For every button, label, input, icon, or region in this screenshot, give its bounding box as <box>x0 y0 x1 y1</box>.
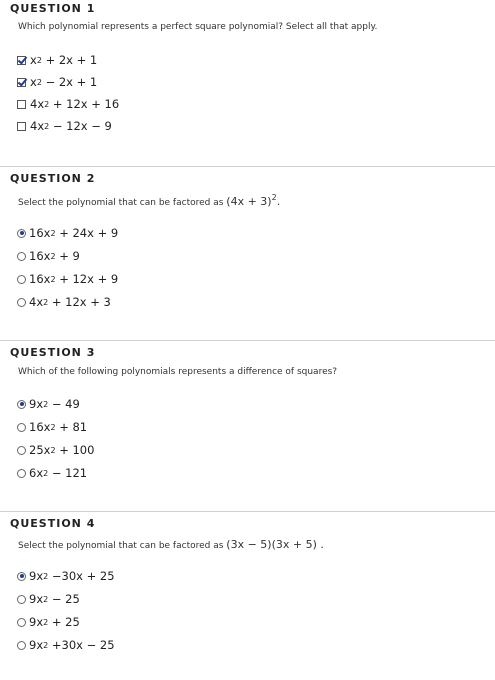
expression-tail: . <box>276 195 281 208</box>
option-term: 4x <box>30 119 45 133</box>
question-title: QUESTION 3 <box>10 346 96 359</box>
radio-button[interactable] <box>17 423 26 432</box>
option-exponent: 2 <box>50 422 56 432</box>
question-3 <box>0 341 495 512</box>
question-4 <box>0 512 495 680</box>
option-exponent: 2 <box>36 77 42 87</box>
answer-option-3[interactable] <box>17 614 80 630</box>
option-exponent: 2 <box>44 99 50 109</box>
option-rest: + 24x + 9 <box>59 226 119 240</box>
option-exponent: 2 <box>43 640 49 650</box>
radio-button[interactable] <box>17 252 26 261</box>
radio-button[interactable] <box>17 229 26 238</box>
answer-option-3[interactable] <box>17 96 119 112</box>
option-rest: −30x + 25 <box>51 569 115 583</box>
option-term: x <box>30 75 37 89</box>
radio-button[interactable] <box>17 275 26 284</box>
expression-base: (4x + 3) <box>226 195 272 208</box>
option-term: 16x <box>29 272 51 286</box>
radio-button[interactable] <box>17 618 26 627</box>
option-rest: − 12x − 9 <box>52 119 112 133</box>
answer-option-1[interactable] <box>17 52 97 68</box>
option-rest: + 2x + 1 <box>45 53 98 67</box>
answer-option-4[interactable] <box>17 294 111 310</box>
option-exponent: 2 <box>50 445 56 455</box>
option-exponent: 2 <box>43 399 49 409</box>
answer-option-3[interactable] <box>17 442 94 458</box>
question-prompt <box>18 193 280 208</box>
radio-button[interactable] <box>17 469 26 478</box>
checkbox[interactable] <box>17 78 26 87</box>
option-exponent: 2 <box>44 121 50 131</box>
option-term: 9x <box>29 638 44 652</box>
option-exponent: 2 <box>43 297 49 307</box>
option-rest: + 81 <box>59 420 88 434</box>
answer-option-2[interactable] <box>17 74 97 90</box>
option-term: 9x <box>29 569 44 583</box>
expression-base: (3x − 5)(3x + 5) <box>226 538 317 551</box>
answer-option-1[interactable] <box>17 396 80 412</box>
option-term: 9x <box>29 397 44 411</box>
question-title: QUESTION 2 <box>10 172 96 185</box>
option-rest: + 12x + 9 <box>59 272 119 286</box>
radio-button[interactable] <box>17 595 26 604</box>
option-term: 25x <box>29 443 51 457</box>
radio-button[interactable] <box>17 298 26 307</box>
prompt-text: Select the polynomial that can be factored as <box>18 541 224 551</box>
checkbox[interactable] <box>17 56 26 65</box>
question-prompt <box>18 538 324 551</box>
answer-option-2[interactable] <box>17 591 80 607</box>
option-rest: + 100 <box>59 443 95 457</box>
question-title: QUESTION 4 <box>10 517 96 530</box>
radio-button[interactable] <box>17 572 26 581</box>
option-exponent: 2 <box>43 468 49 478</box>
option-term: 4x <box>30 97 45 111</box>
option-rest: + 12x + 3 <box>51 295 111 309</box>
answer-option-4[interactable] <box>17 465 87 481</box>
option-exponent: 2 <box>36 55 42 65</box>
option-term: 6x <box>29 466 44 480</box>
option-rest: − 2x + 1 <box>45 75 98 89</box>
option-rest: + 9 <box>59 249 80 263</box>
option-exponent: 2 <box>50 251 56 261</box>
question-prompt: Which of the following polynomials represents a difference of squares? <box>18 367 338 377</box>
answer-option-4[interactable] <box>17 637 115 653</box>
option-term: 16x <box>29 249 51 263</box>
option-exponent: 2 <box>50 228 56 238</box>
option-term: 16x <box>29 226 51 240</box>
question-prompt: Which polynomial represents a perfect square polynomial? Select all that apply. <box>18 22 378 32</box>
answer-option-2[interactable] <box>17 419 87 435</box>
option-exponent: 2 <box>50 274 56 284</box>
checkbox[interactable] <box>17 122 26 131</box>
factored-expression <box>226 538 324 551</box>
option-term: 9x <box>29 615 44 629</box>
question-1 <box>0 0 495 167</box>
question-2 <box>0 167 495 341</box>
option-exponent: 2 <box>43 571 49 581</box>
prompt-text: Select the polynomial that can be factored as <box>18 198 224 208</box>
option-exponent: 2 <box>43 594 49 604</box>
option-exponent: 2 <box>43 617 49 627</box>
answer-option-4[interactable] <box>17 118 112 134</box>
factored-expression <box>226 195 280 208</box>
radio-button[interactable] <box>17 400 26 409</box>
answer-option-2[interactable] <box>17 248 80 264</box>
expression-exponent: 2 <box>271 193 277 202</box>
option-term: x <box>30 53 37 67</box>
answer-option-3[interactable] <box>17 271 118 287</box>
answer-option-1[interactable] <box>17 568 115 584</box>
option-rest: +30x − 25 <box>51 638 115 652</box>
checkbox[interactable] <box>17 100 26 109</box>
question-title: QUESTION 1 <box>10 2 96 15</box>
radio-button[interactable] <box>17 446 26 455</box>
answer-option-1[interactable] <box>17 225 118 241</box>
option-term: 9x <box>29 592 44 606</box>
option-rest: − 49 <box>51 397 80 411</box>
radio-button[interactable] <box>17 641 26 650</box>
expression-tail: . <box>320 538 324 551</box>
option-rest: − 25 <box>51 592 80 606</box>
option-term: 16x <box>29 420 51 434</box>
option-rest: − 121 <box>51 466 88 480</box>
option-rest: + 12x + 16 <box>52 97 120 111</box>
option-rest: + 25 <box>51 615 80 629</box>
option-term: 4x <box>29 295 44 309</box>
